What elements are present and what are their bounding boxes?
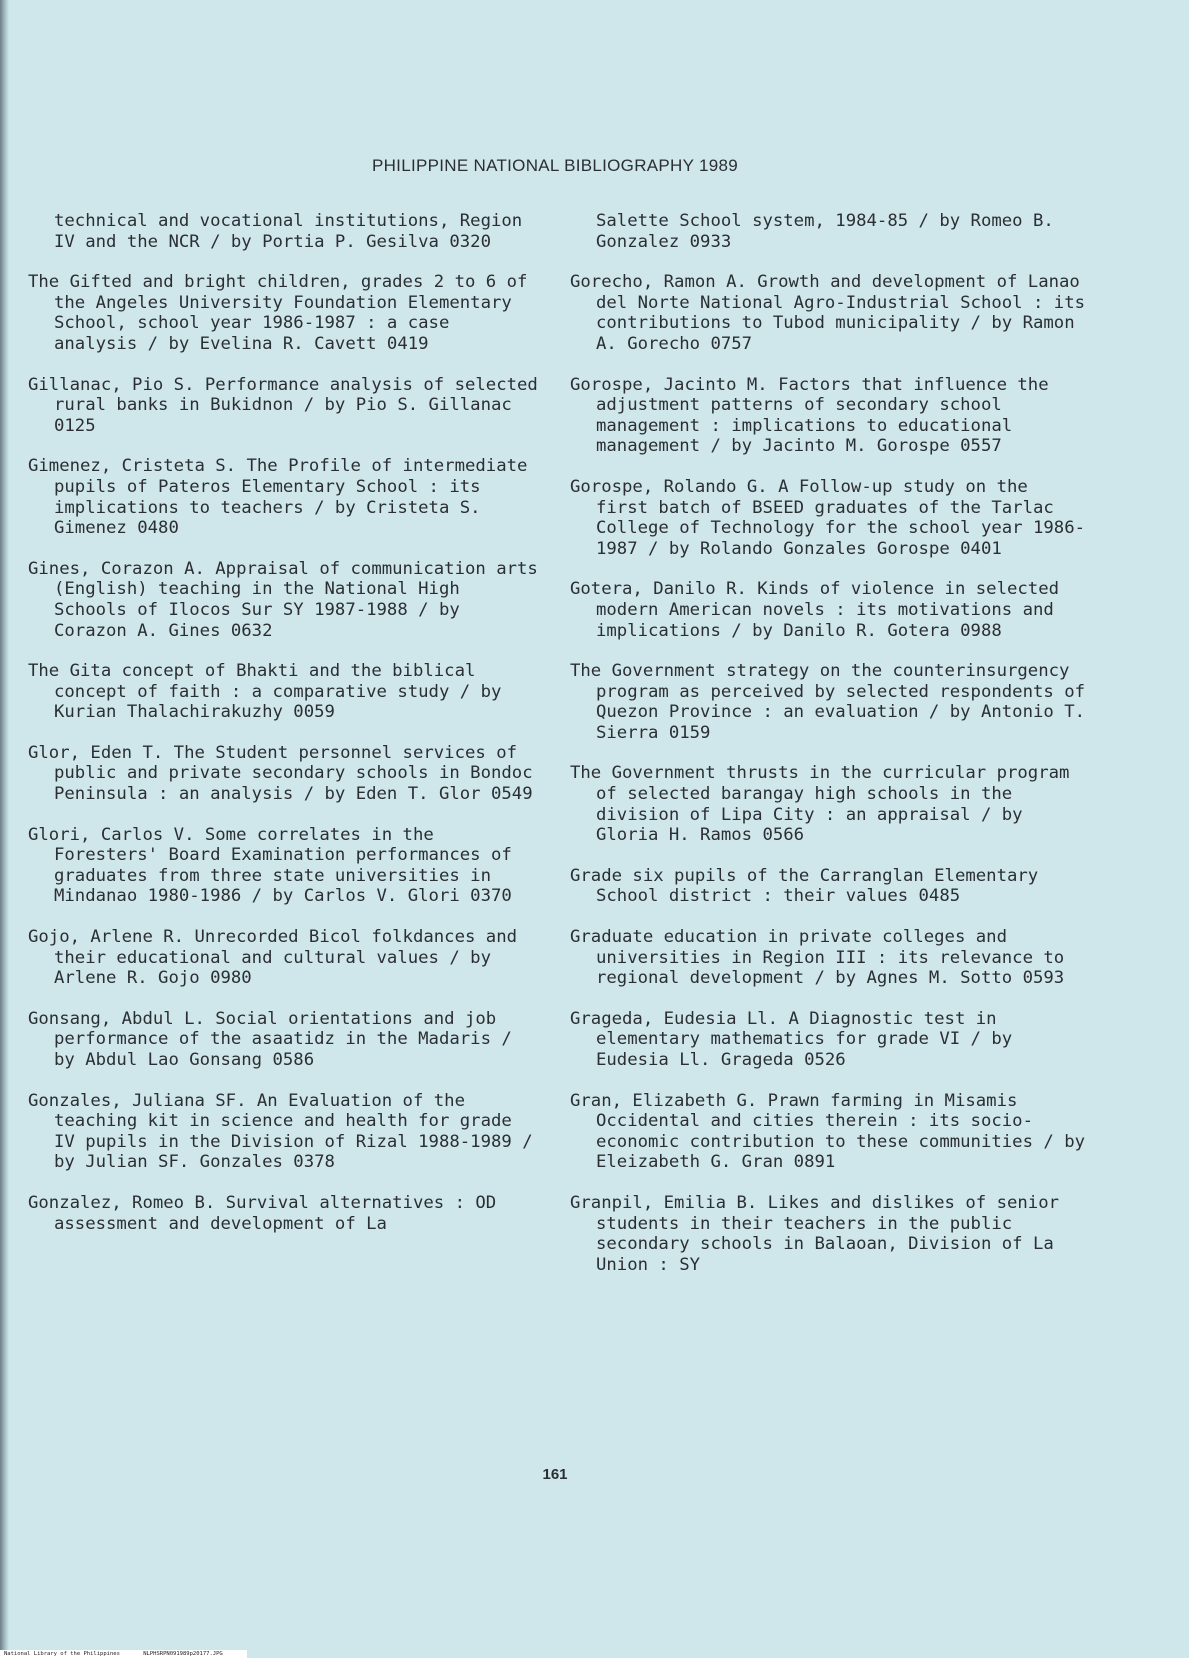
bibliography-entry: Gorecho, Ramon A. Growth and development of Lanao del Norte National Agro-Industrial School : its contributions to Tubod municipality / by Ramon A. Gorecho 0757 — [570, 272, 1085, 354]
bibliography-entry: Gonsang, Abdul L. Social orientations and job performance of the asaatidz in the Madaris / by Abdul Lao Gonsang 0586 — [28, 1008, 512, 1070]
bibliography-entry: Gran, Elizabeth G. Prawn farming in Misamis Occidental and cities therein : its socio-economic contribution to these communities / by Eleizabeth G. Gran 0891 — [570, 1090, 1085, 1173]
bibliography-entry: Gorospe, Jacinto M. Factors that influence the adjustment patterns of secondary school management : implications to educational management / by Jacinto M. Gorospe 0557 — [570, 374, 1049, 457]
bibliography-entry: The Government strategy on the counterinsurgency program as perceived by selected respondents of Quezon Province : an evaluation / by Antonio T. Sierra 0159 — [570, 661, 1085, 743]
footer-file: NLPHSRPN091989p20177.JPG — [143, 1651, 223, 1657]
bibliography-entry: Gotera, Danilo R. Kinds of violence in selected modern American novels : its motivations and implications / by Danilo R. Gotera 0988 — [570, 579, 1059, 641]
bibliography-entry: The Government thrusts in the curricular program of selected barangay high schools in the division of Lipa City : an appraisal / by Gloria H. Ramos 0566 — [570, 763, 1070, 846]
right-column — [570, 211, 1090, 1295]
bibliography-entry: Graduate education in private colleges and universities in Region III : its relevance to regional development / by Agnes M. Sotto 0593 — [570, 927, 1065, 989]
bibliography-entry: Granpil, Emilia B. Likes and dislikes of senior students in their teachers in the public secondary schools in Balaoan, Division of La Union : SY — [570, 1192, 1059, 1275]
scan-footer — [0, 1650, 247, 1658]
left-column — [28, 211, 538, 1254]
bibliography-entry: Grade six pupils of the Carranglan Elementary School district : their values 0485 — [570, 865, 1039, 907]
bibliography-entry: Gimenez, Cristeta S. The Profile of intermediate pupils of Pateros Elementary School : its implications to teachers / by Cristeta S. Gimenez 0480 — [28, 456, 528, 539]
bibliography-entry: Grageda, Eudesia Ll. A Diagnostic test in elementary mathematics for grade VI / by Eudesia Ll. Grageda 0526 — [570, 1008, 1013, 1070]
bibliography-entry: The Gifted and bright children, grades 2 to 6 of the Angeles University Foundation Elementary School, school year 1986-1987 : a case analysis / by Evelina R. Cavett 0419 — [28, 272, 528, 354]
bibliography-entry: Gojo, Arlene R. Unrecorded Bicol folkdances and their educational and cultural values / by Arlene R. Gojo 0980 — [28, 927, 517, 989]
bibliography-entry: Gines, Corazon A. Appraisal of communication arts (English) teaching in the National High Schools of Ilocos Sur SY 1987-1988 / by Corazon A. Gines 0632 — [28, 558, 538, 641]
bibliography-entry: Gonzales, Juliana SF. An Evaluation of the teaching kit in science and health for grade IV pupils in the Division of Rizal 1988-1989 / by Julian SF. Gonzales 0378 — [28, 1090, 533, 1173]
footer-library: National Library of the Philippines — [4, 1651, 120, 1657]
bibliography-entry: Gorospe, Rolando G. A Follow-up study on the first batch of BSEED graduates of the Tarlac College of Technology for the school year 1986-1987 / by Rolando Gonzales Gorospe 0401 — [570, 476, 1085, 559]
page-title: PHILIPPINE NATIONAL BIBLIOGRAPHY 1989 — [371, 156, 739, 175]
bibliography-entry: Gonzalez, Romeo B. Survival alternatives : OD assessment and development of La — [28, 1192, 497, 1234]
bibliography-entry: Glor, Eden T. The Student personnel services of public and private secondary schools in Bondoc Peninsula : an analysis / by Eden T. Glor 0549 — [28, 742, 533, 805]
bibliography-entry: technical and vocational institutions, Region IV and the NCR / by Portia P. Gesilva 0320 — [54, 211, 523, 252]
bibliography-entry: Gillanac, Pio S. Performance analysis of selected rural banks in Bukidnon / by Pio S. Gillanac 0125 — [28, 374, 538, 436]
bibliography-entry: The Gita concept of Bhakti and the biblical concept of faith : a comparative study / by Kurian Thalachirakuzhy 0059 — [28, 661, 502, 723]
bibliography-entry: Salette School system, 1984-85 / by Romeo B. Gonzalez 0933 — [596, 211, 1054, 252]
page-number: 161 — [542, 1466, 568, 1483]
bibliography-entry: Glori, Carlos V. Some correlates in the Foresters' Board Examination performances of graduates from three state universities in Mindanao 1980-1986 / by Carlos V. Glori 0370 — [28, 824, 512, 907]
page-binding-edge — [0, 0, 9, 1658]
